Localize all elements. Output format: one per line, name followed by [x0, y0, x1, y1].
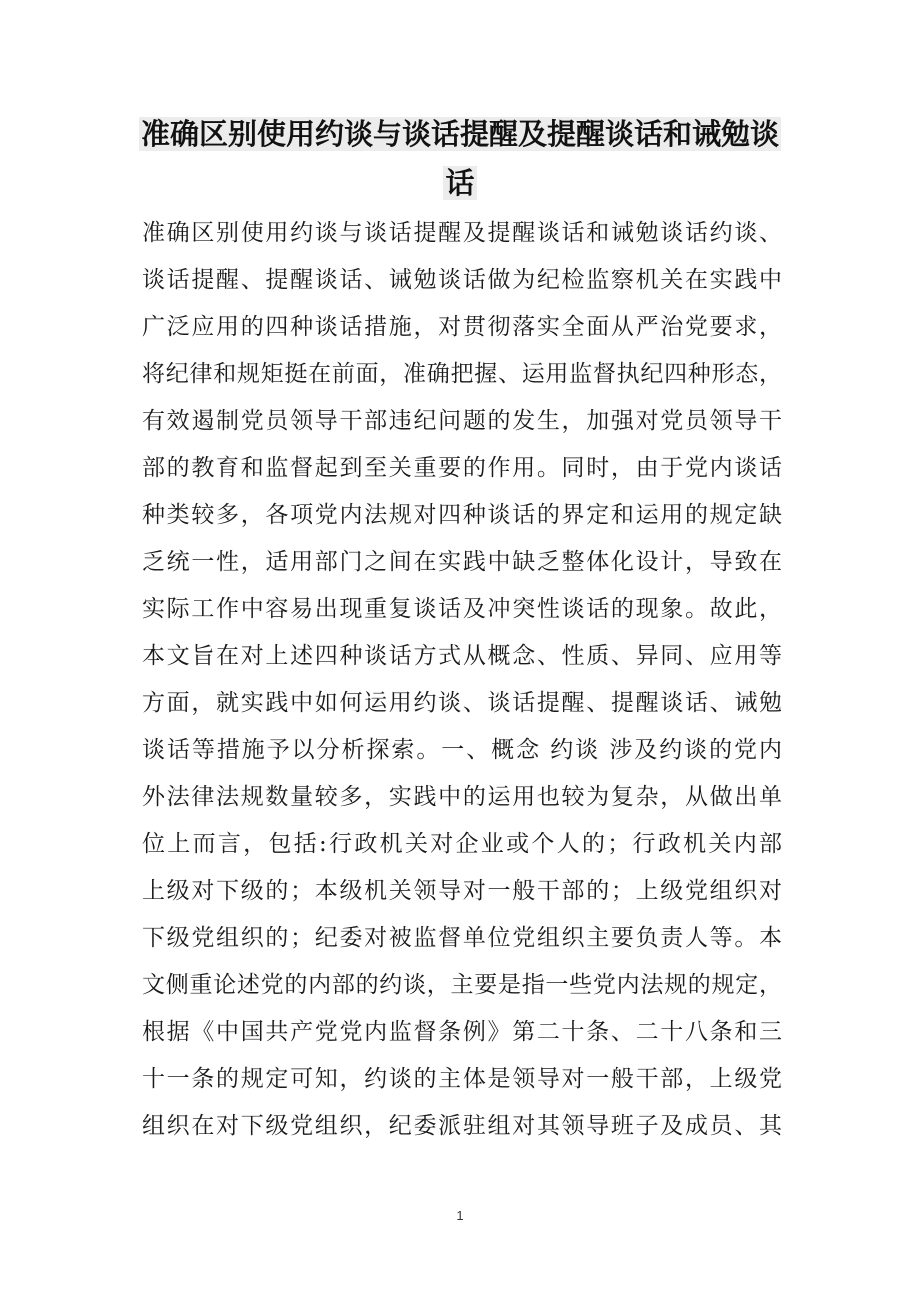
- document-title-text-2: 话: [445, 166, 475, 200]
- body-line: 十一条的规定可知，约谈的主体是领导对一般干部，上级党: [142, 1066, 782, 1092]
- body-line: 外法律法规数量较多，实践中的运用也较为复杂，从做出单: [142, 784, 782, 810]
- document-title-text-1: 准确区别使用约谈与谈话提醒及提醒谈话和诫勉谈: [140, 117, 779, 151]
- body-line: 将纪律和规矩挺在前面，准确把握、运用监督执纪四种形态，: [142, 361, 782, 387]
- page-number: 1: [456, 1208, 464, 1223]
- document-title-line-2: [0, 161, 920, 205]
- body-line: 部的教育和监督起到至关重要的作用。同时，由于党内谈话: [142, 455, 782, 481]
- body-line: 谈话等措施予以分析探索。一、概念 约谈 涉及约谈的党内: [142, 737, 782, 763]
- body-line: 文侧重论述党的内部的约谈，主要是指一些党内法规的规定，: [142, 972, 782, 998]
- body-line: 根据《中国共产党党内监督条例》第二十条、二十八条和三: [142, 1019, 782, 1045]
- body-line: 准确区别使用约谈与谈话提醒及提醒谈话和诫勉谈话约谈、: [142, 220, 782, 246]
- body-line: 本文旨在对上述四种谈话方式从概念、性质、异同、应用等: [142, 643, 782, 669]
- body-line: 上级对下级的；本级机关领导对一般干部的；上级党组织对: [142, 878, 782, 904]
- body-line: 组织在对下级党组织，纪委派驻组对其领导班子及成员、其: [142, 1113, 782, 1139]
- body-line: 种类较多，各项党内法规对四种谈话的界定和运用的规定缺: [142, 502, 782, 528]
- document-title-line-1: [0, 112, 920, 156]
- body-line: 广泛应用的四种谈话措施，对贯彻落实全面从严治党要求，: [142, 314, 782, 340]
- body-line: 位上而言，包括:行政机关对企业或个人的；行政机关内部: [142, 831, 782, 857]
- body-line: 乏统一性，适用部门之间在实践中缺乏整体化设计，导致在: [142, 549, 782, 575]
- body-line: 谈话提醒、提醒谈话、诫勉谈话做为纪检监察机关在实践中: [142, 267, 782, 293]
- body-line: 实际工作中容易出现重复谈话及冲突性谈话的现象。故此，: [142, 596, 782, 622]
- body-line: 方面，就实践中如何运用约谈、谈话提醒、提醒谈话、诫勉: [142, 690, 782, 716]
- body-line: 下级党组织的；纪委对被监督单位党组织主要负责人等。本: [142, 925, 782, 951]
- body-line: 有效遏制党员领导干部违纪问题的发生，加强对党员领导干: [142, 408, 782, 434]
